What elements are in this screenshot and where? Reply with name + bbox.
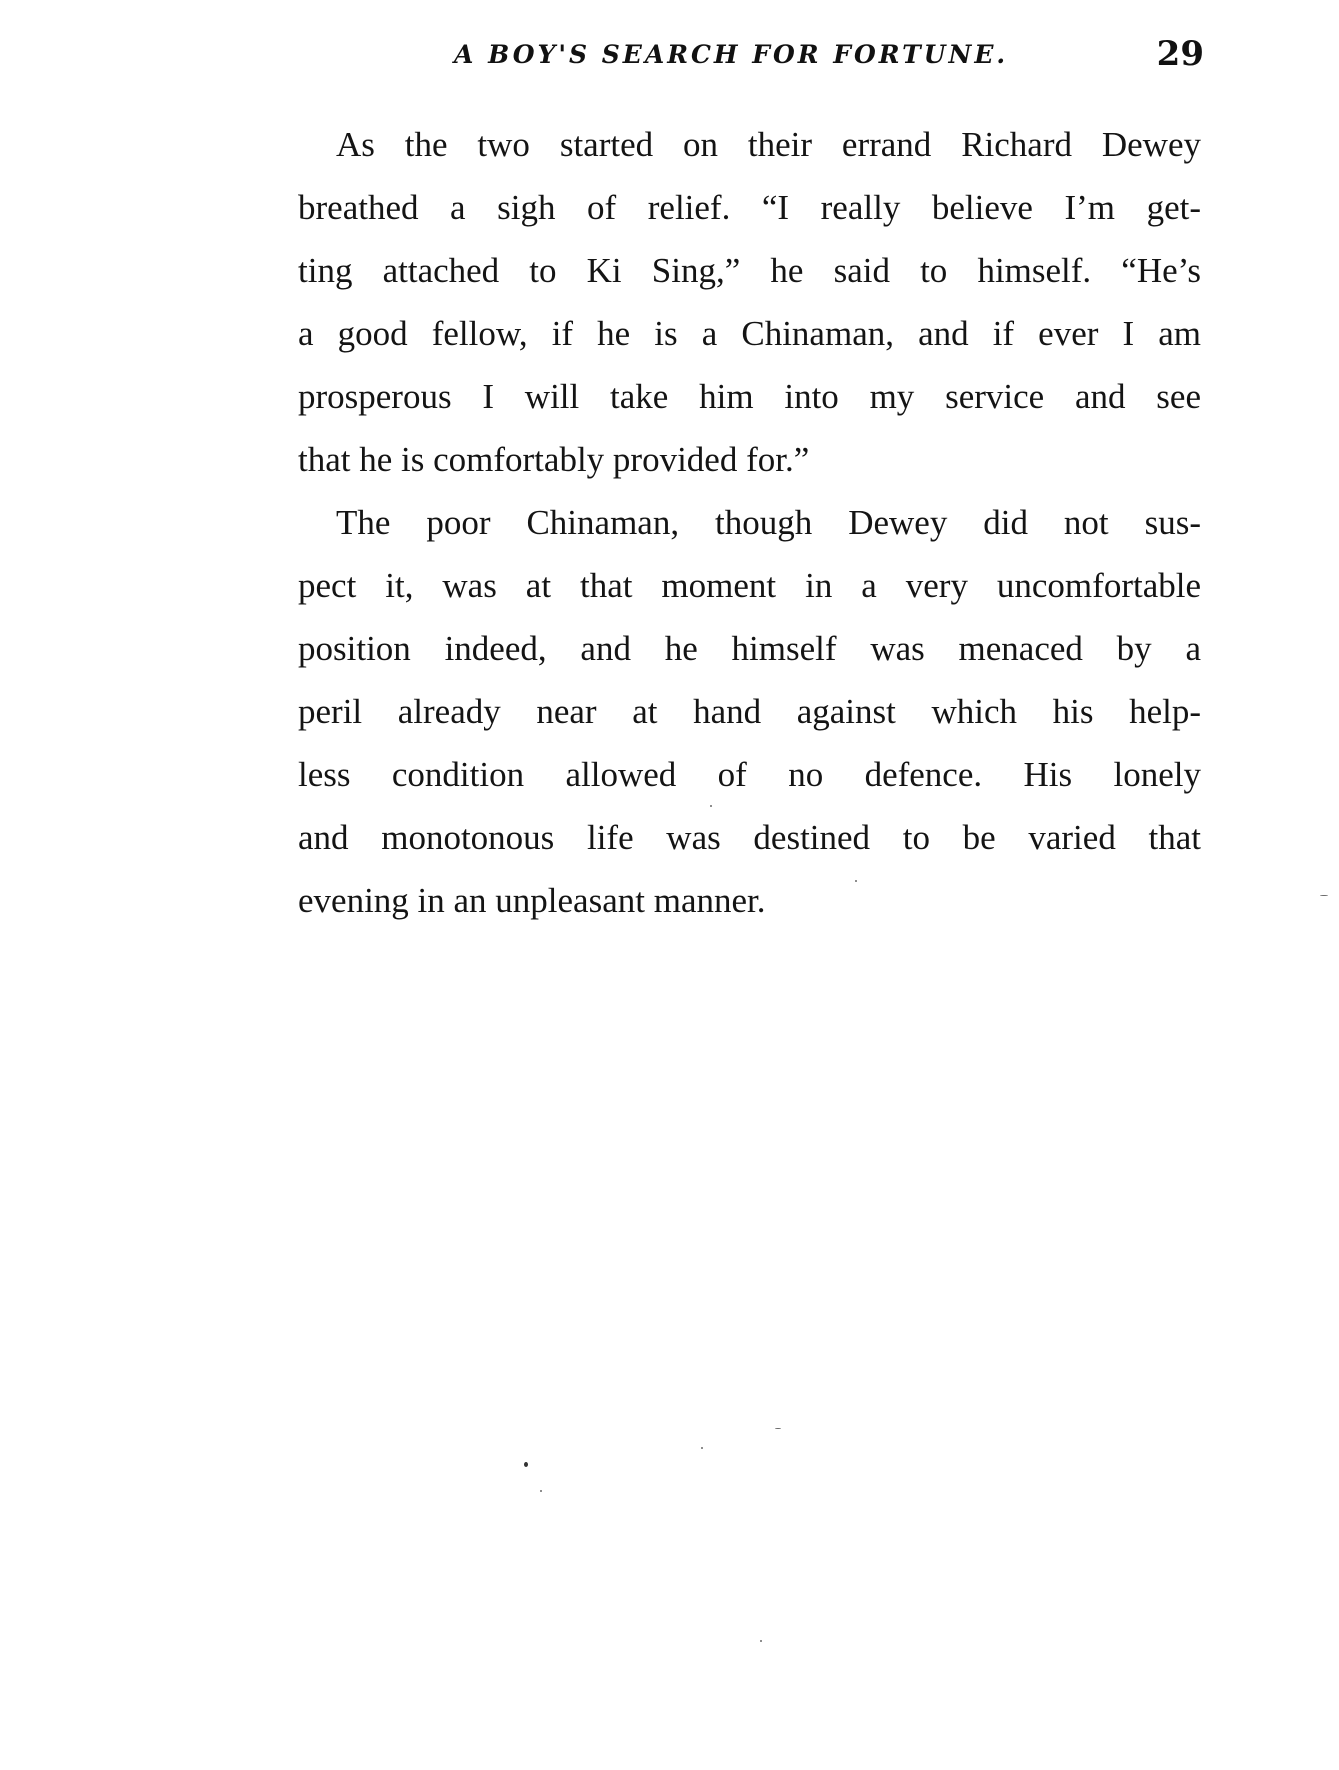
- text-line: ting attached to Ki Sing,” he said to himself. “He’s: [298, 251, 1201, 290]
- text-line: The poor Chinaman, though Dewey did not sus-: [336, 503, 1201, 542]
- text-line: peril already near at hand against which his help-: [298, 692, 1201, 731]
- text-line: that he is comfortably provided for.”: [298, 440, 810, 479]
- body-text: [298, 113, 1201, 932]
- paragraph: [298, 113, 1201, 491]
- text-line: and monotonous life was destined to be varied that: [298, 818, 1201, 857]
- text-line: position indeed, and he himself was menaced by a: [298, 629, 1201, 668]
- text-line: pect it, was at that moment in a very uncomfortable: [298, 566, 1201, 605]
- text-line: breathed a sigh of relief. “I really believe I’m get-: [298, 188, 1201, 227]
- text-line: prosperous I will take him into my service and see: [298, 377, 1201, 416]
- print-speck: [701, 1447, 703, 1449]
- print-speck: [540, 1490, 542, 1492]
- running-head: [296, 30, 1206, 80]
- print-speck: [710, 805, 712, 807]
- page-number: 29: [1156, 34, 1204, 74]
- text-line: As the two started on their errand Richard Dewey: [336, 125, 1201, 164]
- text-line: a good fellow, if he is a Chinaman, and if ever I am: [298, 314, 1201, 353]
- paragraph: [298, 491, 1201, 932]
- running-title: A BOY'S SEARCH FOR FORTUNE.: [454, 40, 1009, 69]
- text-line: less condition allowed of no defence. His lonely: [298, 755, 1201, 794]
- print-speck: [855, 880, 857, 882]
- print-speck: [760, 1640, 762, 1642]
- print-speck: [775, 1428, 781, 1429]
- text-line: evening in an unpleasant manner.: [298, 881, 766, 920]
- print-speck: [1320, 895, 1328, 896]
- print-speck: [524, 1462, 528, 1467]
